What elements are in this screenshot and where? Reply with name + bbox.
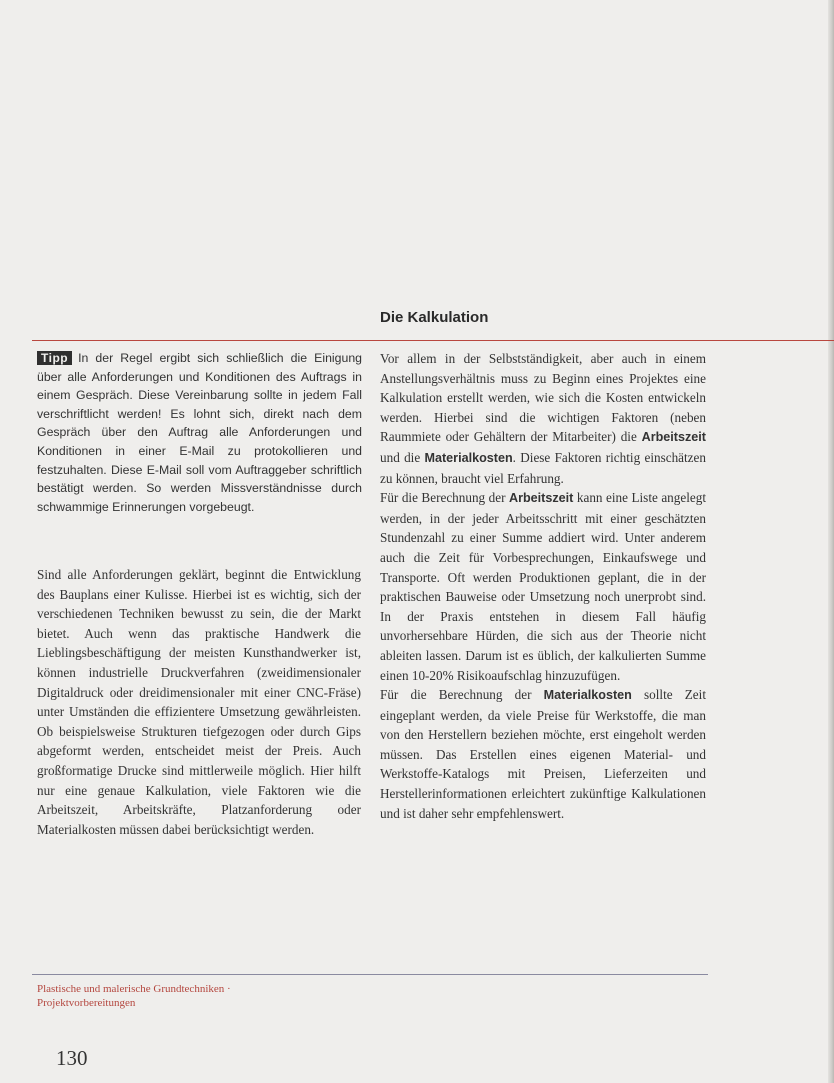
right-paragraph-3: Für die Berechnung der Materialkosten sollte Zeit eingeplant werden, da viele Preise für Werkstoffe, die man von den Herstellern beziehen möchte, erst eingeholt werden müssen. Das Erstellen eines eigenen Material- und Werkstoffe-Katalogs mit Preisen, Lieferzeiten und Herstellerinformationen erleichtert zukünftige Kalkulationen und ist daher sehr empfehlenswert. (380, 687, 706, 821)
running-footer (37, 983, 357, 1010)
tip-box (37, 349, 362, 516)
keyword-arbeitszeit: Arbeitszeit (641, 430, 706, 445)
tip-text: In der Regel ergibt sich schließlich die Einigung über alle Anforderungen und Konditionen des Auftrags in einem Gespräch. Diese Vereinbarung sollte in jedem Fall verschriftlicht werden! Es lohnt sich, direkt nach dem Gespräch über den Auftrag alle Anforderungen und Konditionen in einer E-Mail zu protokollieren und festzuhalten. Diese E-Mail soll vom Auftraggeber schriftlich bestätigt werden. So werden Missverständnisse durch schwammige Erinnerungen vorgebeugt. (37, 351, 362, 514)
right-paragraph-2: Für die Berechnung der Arbeitszeit kann eine Liste angelegt werden, in der jeder Arbeitsschritt mit einer geschätzten Stundenzahl zu einer Summe addiert wird. Unter anderem auch die Zeit für Vorbesprechungen, Einkaufswege und Transporte. Oft werden Produktionen geplant, die in der praktischen Bauweise oder Umsetzung noch unerprobt sind. In der Praxis entstehen in diesem Fall häufig unvorhersehbare Hürden, die sich aus der Theorie nicht ableiten lassen. Darum ist es üblich, der kalkulierten Summe einen 10-20% Risikoaufschlag hinzuzufügen. (380, 490, 706, 683)
keyword-materialkosten: Materialkosten (424, 450, 513, 465)
left-paragraph: Sind alle Anforderungen geklärt, beginnt die Entwicklung des Bauplans einer Kulisse. Hierbei ist es wichtig, sich der verschiedenen Techniken bewusst zu sein, die der Markt bietet. Auch wenn das praktische Handwerk die Lieblingsbeschäftigung der meisten Kunsthandwerker ist, können industrielle Druckverfahren (zweidimensionaler Digitaldruck oder dreidimensionaler mit einer CNC-Fräse) unter Umständen die effizientere Umsetzung gewährleisten. Ob beispielsweise Strukturen tiefgezogen oder durch Gips abgeformt werden, entscheidet meist der Preis. Auch großformatige Drucke sind mittlerweile möglich. Hier hilft nur eine genaue Kalkulation, viele Faktoren wie die Arbeitszeit, Arbeitskräfte, Platzanforderung oder Materialkosten müssen dabei berücksichtigt werden. (37, 567, 361, 837)
section-title: Die Kalkulation (380, 309, 489, 326)
footer-section: Projektvorbereitungen (37, 996, 136, 1009)
footer-chapter: Plastische und malerische Grundtechniken · (37, 983, 231, 995)
section-divider (32, 340, 834, 341)
keyword-materialkosten: Materialkosten (543, 688, 632, 703)
keyword-arbeitszeit: Arbeitszeit (508, 491, 574, 506)
page-number: 130 (56, 1046, 88, 1070)
footer-divider (32, 974, 708, 975)
left-column (37, 565, 361, 839)
tip-badge: Tipp (37, 351, 72, 365)
right-column (380, 349, 706, 823)
page-edge (828, 0, 834, 1083)
right-paragraph-1: Vor allem in der Selbstständigkeit, aber auch in einem Anstellungsverhältnis muss zu Beginn eines Projektes eine Kalkulation erstellt werden, wie sich die Kosten entwickeln werden. Hierbei sind die wichtigen Faktoren (neben Raummiete oder Gehältern der Mitarbeiter) die Arbeitszeit und die Materialkosten. Diese Faktoren richtig einschätzen zu können, braucht viel Erfahrung. (380, 351, 706, 486)
